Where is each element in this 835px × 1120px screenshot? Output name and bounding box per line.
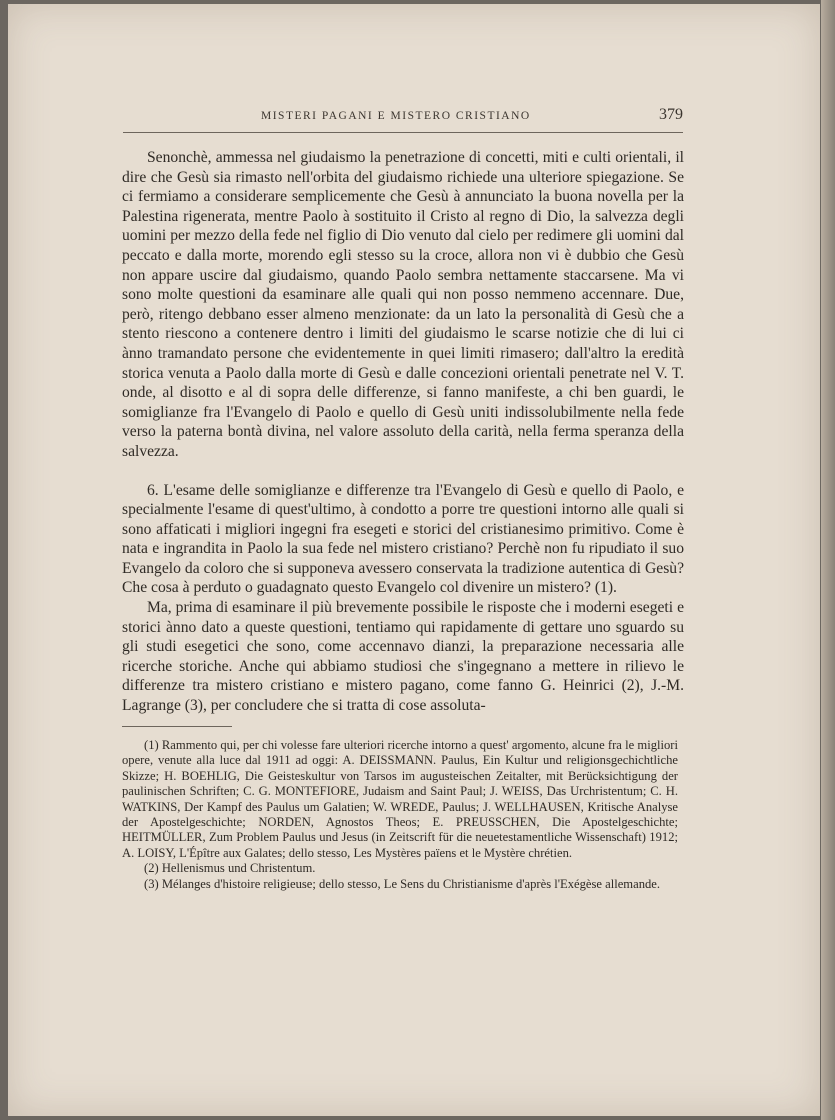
footnotes bbox=[122, 738, 678, 892]
page-header bbox=[123, 106, 683, 133]
paragraph-2: 6. L'esame delle somiglianze e differenze tra l'Evangelo di Gesù e quello di Paolo, e specialmente l'esame di quest'ultimo, à condotto a porre tre questioni intorno alle quali si sono affaticati i migliori ingegni fra esegeti e storici del cristianesimo primitivo. Come è nata e ingrandita in Paolo la sua fede nel mistero cristiano? Perchè non fu ripudiato il suo Evangelo da coloro che si supponeva avessero conservata la tradizione autentica di Gesù? Che cosa à perduto o guadagnato questo Evangelo col divenire un mistero? (1). bbox=[122, 481, 684, 597]
paragraph-3: Ma, prima di esaminare il più brevemente possibile le risposte che i moderni esegeti e storici ànno dato a queste questioni, tentiamo qui rapidamente di gettare uno sguardo su gli studi esegetici che sono, come accennavo dianzi, la preparazione necessaria alle ricerche storiche. Anche qui abbiamo studiosi che s'ingegnano a mettere in rilievo le differenze tra mistero cristiano e mistero pagano, come fanno G. Heinrici (2), J.-M. Lagrange (3), per concludere che si tratta di cose assoluta- bbox=[122, 599, 684, 715]
footnote-1: (1) Rammento qui, per chi volesse fare ulteriori ricerche intorno a quest' argomento, alcune fra le migliori opere, venute alla luce dal 1911 ad oggi: A. DEISSMANN. Paulus, Ein Kultur und religionsgechichtliche Skizze; H. BOEHLIG, Die Geisteskultur von Tarsos im augusteischen Zeitalter, mit Berücksichtigung der paulinischen Schriften; C. G. MONTEFIORE, Judaism and Saint Paul; J. WEISS, Das Urchristentum; C. H. WATKINS, Der Kampf des Paulus um Galatien; W. WREDE, Paulus; J. WELLHAUSEN, Kritische Analyse der Apostelgeschichte; NORDEN, Agnostos Theos; E. PREUSSCHEN, Die Apostelgeschichte; HEITMÜLLER, Zum Problem Paulus und Jesus (in Zeitscrift für die neuetestamentliche Wissenschaft) 1912; A. LOISY, L'Épître aux Galates; dello stesso, Les Mystères païens et le Mystère chrétien. bbox=[122, 738, 678, 860]
paragraph-1: Senonchè, ammessa nel giudaismo la penetrazione di concetti, miti e culti orientali, il dire che Gesù sia rimasto nell'orbita del giudaismo richiede una ulteriore spiegazione. Se ci fermiamo a considerare semplicemente che Gesù à annunciato la buona novella per la Palestina rigenerata, mentre Paolo à sostituito il Cristo al regno di Dio, la salvezza degli uomini per mezzo della fede nel figlio di Dio venuto dal cielo per redimere gli uomini dal peccato e dalla morte, morendo egli stesso su la croce, allora non vi è dubbio che Gesù non appare uscire dal giudaismo, quando Paolo sembra nettamente staccarsene. Ma vi sono molte questioni da esaminare alle quali qui non posso nemmeno accennare. Due, però, ritengo debbano esser almeno menzionate: da un lato la personalità di Gesù che a stento riescono a contenere dentro i limiti del giudaismo le scarse notizie che di lui ci ànno tramandato persone che evidentemente in quei limiti rimasero; dall'altro la eredità storica venuta a Paolo dalla morte di Gesù e dalle concezioni orientali penetrate nel V. T. onde, al disotto e al di sopra delle differenze, si fanno manifeste, a chi ben guardi, le somiglianze fra l'Evangelo di Paolo e quello di Gesù uniti indissolubilmente nella fede verso la paterna bontà divina, nel valore assoluto della carità, nella ferma speranza della salvezza. bbox=[122, 149, 684, 460]
body-text bbox=[122, 148, 684, 716]
footnote-rule bbox=[122, 726, 232, 727]
page-number: 379 bbox=[659, 106, 683, 123]
running-title: MISTERI PAGANI E MISTERO CRISTIANO bbox=[261, 110, 531, 122]
book-spine-edge bbox=[821, 0, 835, 1120]
footnote-3: (3) Mélanges d'histoire religieuse; dello stesso, Le Sens du Christianisme d'après l'Exégèse allemande. bbox=[144, 876, 661, 891]
footnote-2: (2) Hellenismus und Christentum. bbox=[144, 861, 316, 876]
